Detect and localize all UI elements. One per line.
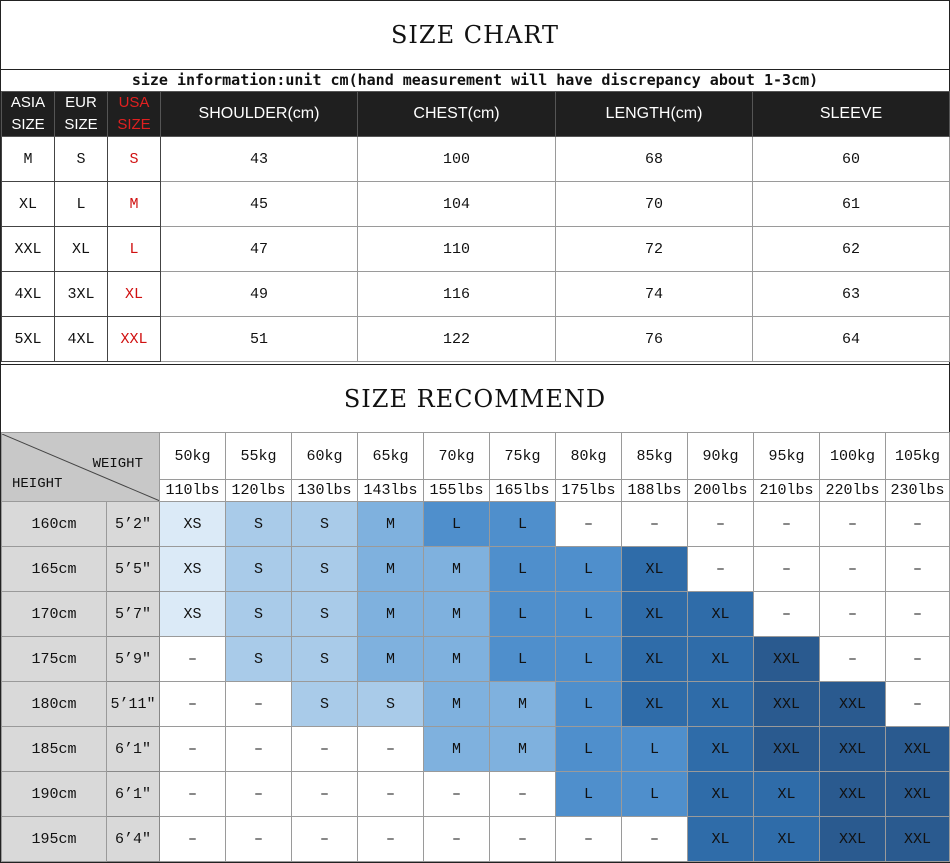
recommend-size-cell: S: [226, 502, 292, 547]
height-ft-cell: 5’5″: [107, 547, 160, 592]
recommend-size-cell: XXL: [754, 727, 820, 772]
size-cell-usa: XL: [108, 272, 161, 317]
weight-lbs-cell: 230lbs: [886, 480, 950, 502]
weight-lbs-cell: 175lbs: [556, 480, 622, 502]
size-cell-shoulder: 49: [161, 272, 358, 317]
recommend-size-cell: –: [292, 727, 358, 772]
recommend-size-cell: –: [622, 502, 688, 547]
recommend-size-cell: –: [688, 502, 754, 547]
size-cell-length: 72: [556, 227, 753, 272]
header-length: LENGTH(cm): [556, 92, 753, 137]
recommend-size-cell: S: [292, 592, 358, 637]
recommend-size-cell: XXL: [754, 682, 820, 727]
height-cm-cell: 165cm: [2, 547, 107, 592]
page-title: SIZE CHART: [1, 1, 949, 70]
recommend-size-cell: M: [490, 727, 556, 772]
recommend-size-cell: –: [886, 547, 950, 592]
recommend-size-cell: –: [754, 592, 820, 637]
recommend-size-cell: M: [358, 502, 424, 547]
recommend-size-cell: XXL: [820, 682, 886, 727]
recommend-size-cell: M: [424, 727, 490, 772]
recommend-size-cell: –: [226, 682, 292, 727]
recommend-size-cell: S: [292, 637, 358, 682]
size-cell-asia: 5XL: [2, 317, 55, 362]
header-asia-label: ASIA: [10, 94, 46, 111]
recommend-size-cell: XXL: [886, 817, 950, 862]
recommend-size-cell: M: [424, 547, 490, 592]
weight-lbs-cell: 130lbs: [292, 480, 358, 502]
size-recommend-table: [1, 432, 950, 862]
recommend-size-cell: XL: [688, 772, 754, 817]
size-cell-eur: XL: [55, 227, 108, 272]
size-chart-row: [2, 137, 950, 182]
header-usa-size: [108, 92, 161, 137]
recommend-size-cell: XXL: [886, 772, 950, 817]
recommend-size-cell: L: [556, 547, 622, 592]
recommend-size-cell: L: [556, 682, 622, 727]
recommend-size-cell: –: [886, 502, 950, 547]
recommend-size-cell: S: [226, 637, 292, 682]
recommend-size-cell: XL: [622, 637, 688, 682]
recommend-size-cell: XL: [622, 682, 688, 727]
recommend-size-cell: –: [490, 817, 556, 862]
size-cell-eur: S: [55, 137, 108, 182]
recommend-size-cell: L: [556, 772, 622, 817]
weight-kg-cell: 100kg: [820, 433, 886, 480]
recommend-size-cell: –: [160, 682, 226, 727]
recommend-size-cell: M: [490, 682, 556, 727]
recommend-size-cell: –: [754, 547, 820, 592]
size-chart-row: [2, 317, 950, 362]
recommend-size-cell: L: [490, 592, 556, 637]
size-cell-length: 70: [556, 182, 753, 227]
height-cm-cell: 195cm: [2, 817, 107, 862]
recommend-size-cell: XXL: [820, 727, 886, 772]
size-cell-asia: M: [2, 137, 55, 182]
recommend-size-cell: –: [358, 727, 424, 772]
header-shoulder: SHOULDER(cm): [161, 92, 358, 137]
recommend-size-cell: –: [820, 637, 886, 682]
height-cm-cell: 160cm: [2, 502, 107, 547]
height-row: [2, 502, 950, 547]
recommend-size-cell: L: [556, 592, 622, 637]
weight-kg-cell: 105kg: [886, 433, 950, 480]
weight-kg-cell: 70kg: [424, 433, 490, 480]
size-chart-table: [1, 91, 950, 362]
size-cell-shoulder: 51: [161, 317, 358, 362]
recommend-size-cell: L: [556, 637, 622, 682]
recommend-size-cell: –: [358, 817, 424, 862]
recommend-size-cell: –: [226, 772, 292, 817]
recommend-size-cell: –: [886, 682, 950, 727]
recommend-title: SIZE RECOMMEND: [1, 364, 949, 434]
size-chart-row: [2, 272, 950, 317]
recommend-size-cell: XXL: [820, 817, 886, 862]
height-cm-cell: 170cm: [2, 592, 107, 637]
size-cell-shoulder: 43: [161, 137, 358, 182]
recommend-size-cell: M: [358, 547, 424, 592]
recommend-size-cell: XL: [688, 817, 754, 862]
size-cell-sleeve: 63: [753, 272, 950, 317]
recommend-size-cell: –: [160, 817, 226, 862]
weight-kg-cell: 65kg: [358, 433, 424, 480]
recommend-size-cell: –: [424, 817, 490, 862]
size-cell-usa: XXL: [108, 317, 161, 362]
weight-lbs-cell: 143lbs: [358, 480, 424, 502]
recommend-size-cell: –: [160, 727, 226, 772]
size-cell-usa: L: [108, 227, 161, 272]
size-cell-chest: 110: [358, 227, 556, 272]
size-cell-length: 68: [556, 137, 753, 182]
recommend-size-cell: –: [754, 502, 820, 547]
recommend-size-cell: XL: [688, 727, 754, 772]
weight-kg-cell: 60kg: [292, 433, 358, 480]
size-chart-row: [2, 227, 950, 272]
height-weight-corner: [2, 433, 160, 502]
weight-kg-row: [2, 433, 950, 480]
header-eur-size-label: SIZE: [64, 116, 98, 133]
recommend-size-cell: XXL: [886, 727, 950, 772]
height-ft-cell: 5’9″: [107, 637, 160, 682]
size-cell-asia: XXL: [2, 227, 55, 272]
recommend-size-cell: –: [160, 772, 226, 817]
recommend-size-cell: –: [358, 772, 424, 817]
recommend-size-cell: M: [424, 637, 490, 682]
recommend-size-cell: XL: [688, 682, 754, 727]
recommend-size-cell: XXL: [754, 637, 820, 682]
recommend-size-cell: –: [160, 637, 226, 682]
weight-lbs-cell: 155lbs: [424, 480, 490, 502]
size-cell-eur: 3XL: [55, 272, 108, 317]
size-chart-row: [2, 182, 950, 227]
height-ft-cell: 5’11″: [107, 682, 160, 727]
height-cm-cell: 190cm: [2, 772, 107, 817]
recommend-size-cell: XL: [622, 547, 688, 592]
height-row: [2, 772, 950, 817]
recommend-size-cell: S: [292, 682, 358, 727]
weight-kg-cell: 85kg: [622, 433, 688, 480]
height-row: [2, 547, 950, 592]
height-row: [2, 592, 950, 637]
size-cell-chest: 104: [358, 182, 556, 227]
header-usa-size-label: SIZE: [117, 116, 151, 133]
recommend-size-cell: XS: [160, 592, 226, 637]
recommend-size-cell: S: [226, 547, 292, 592]
recommend-size-cell: L: [556, 727, 622, 772]
weight-lbs-cell: 110lbs: [160, 480, 226, 502]
recommend-size-cell: XL: [622, 592, 688, 637]
recommend-size-cell: XL: [754, 772, 820, 817]
recommend-size-cell: L: [622, 772, 688, 817]
height-ft-cell: 5’2″: [107, 502, 160, 547]
weight-lbs-cell: 165lbs: [490, 480, 556, 502]
height-ft-cell: 6’1″: [107, 772, 160, 817]
weight-kg-cell: 90kg: [688, 433, 754, 480]
height-ft-cell: 5’7″: [107, 592, 160, 637]
recommend-size-cell: XXL: [820, 772, 886, 817]
height-cm-cell: 180cm: [2, 682, 107, 727]
size-cell-shoulder: 45: [161, 182, 358, 227]
recommend-size-cell: L: [622, 727, 688, 772]
recommend-size-cell: L: [424, 502, 490, 547]
header-eur-label: EUR: [65, 94, 97, 111]
recommend-size-cell: M: [424, 592, 490, 637]
size-cell-sleeve: 64: [753, 317, 950, 362]
size-cell-length: 76: [556, 317, 753, 362]
recommend-size-cell: –: [292, 817, 358, 862]
header-chest: CHEST(cm): [358, 92, 556, 137]
header-eur-size: [55, 92, 108, 137]
size-cell-asia: XL: [2, 182, 55, 227]
size-cell-asia: 4XL: [2, 272, 55, 317]
recommend-size-cell: L: [490, 547, 556, 592]
recommend-size-cell: S: [292, 502, 358, 547]
height-row: [2, 817, 950, 862]
recommend-size-cell: –: [292, 772, 358, 817]
weight-axis-label: WEIGHT: [92, 455, 143, 472]
size-cell-chest: 116: [358, 272, 556, 317]
recommend-size-cell: S: [292, 547, 358, 592]
size-cell-chest: 122: [358, 317, 556, 362]
recommend-size-cell: L: [490, 637, 556, 682]
size-cell-sleeve: 60: [753, 137, 950, 182]
recommend-size-cell: –: [820, 547, 886, 592]
recommend-size-cell: –: [556, 817, 622, 862]
weight-lbs-cell: 188lbs: [622, 480, 688, 502]
recommend-size-cell: –: [688, 547, 754, 592]
height-cm-cell: 185cm: [2, 727, 107, 772]
recommend-size-cell: –: [226, 817, 292, 862]
size-cell-usa: S: [108, 137, 161, 182]
recommend-size-cell: –: [820, 592, 886, 637]
size-cell-eur: L: [55, 182, 108, 227]
size-cell-sleeve: 61: [753, 182, 950, 227]
height-row: [2, 637, 950, 682]
recommend-size-cell: M: [358, 592, 424, 637]
recommend-size-cell: XL: [688, 592, 754, 637]
recommend-size-cell: M: [358, 637, 424, 682]
recommend-size-cell: XS: [160, 502, 226, 547]
recommend-size-cell: –: [424, 772, 490, 817]
size-cell-shoulder: 47: [161, 227, 358, 272]
weight-lbs-cell: 120lbs: [226, 480, 292, 502]
recommend-size-cell: XS: [160, 547, 226, 592]
recommend-size-cell: XL: [754, 817, 820, 862]
height-cm-cell: 175cm: [2, 637, 107, 682]
height-ft-cell: 6’4″: [107, 817, 160, 862]
height-ft-cell: 6’1″: [107, 727, 160, 772]
size-chart-header-row: [2, 92, 950, 137]
recommend-size-cell: S: [358, 682, 424, 727]
weight-lbs-cell: 200lbs: [688, 480, 754, 502]
header-usa-label: USA: [118, 94, 150, 111]
size-cell-sleeve: 62: [753, 227, 950, 272]
recommend-size-cell: S: [226, 592, 292, 637]
height-axis-label: HEIGHT: [12, 475, 63, 492]
recommend-size-cell: –: [556, 502, 622, 547]
recommend-size-cell: –: [226, 727, 292, 772]
recommend-size-cell: M: [424, 682, 490, 727]
height-row: [2, 727, 950, 772]
recommend-size-cell: –: [622, 817, 688, 862]
weight-kg-cell: 55kg: [226, 433, 292, 480]
weight-lbs-cell: 220lbs: [820, 480, 886, 502]
recommend-size-cell: XL: [688, 637, 754, 682]
size-cell-length: 74: [556, 272, 753, 317]
recommend-size-cell: L: [490, 502, 556, 547]
size-cell-chest: 100: [358, 137, 556, 182]
header-asia-size: [2, 92, 55, 137]
height-row: [2, 682, 950, 727]
weight-kg-cell: 75kg: [490, 433, 556, 480]
weight-kg-cell: 50kg: [160, 433, 226, 480]
recommend-size-cell: –: [490, 772, 556, 817]
recommend-size-cell: –: [886, 592, 950, 637]
recommend-size-cell: –: [820, 502, 886, 547]
weight-kg-cell: 80kg: [556, 433, 622, 480]
size-cell-eur: 4XL: [55, 317, 108, 362]
header-asia-size-label: SIZE: [11, 116, 45, 133]
weight-kg-cell: 95kg: [754, 433, 820, 480]
size-cell-usa: M: [108, 182, 161, 227]
size-info-note: size information:unit cm(hand measurement will have discrepancy about 1-3cm): [1, 69, 949, 92]
header-sleeve: SLEEVE: [753, 92, 950, 137]
recommend-size-cell: –: [886, 637, 950, 682]
weight-lbs-cell: 210lbs: [754, 480, 820, 502]
